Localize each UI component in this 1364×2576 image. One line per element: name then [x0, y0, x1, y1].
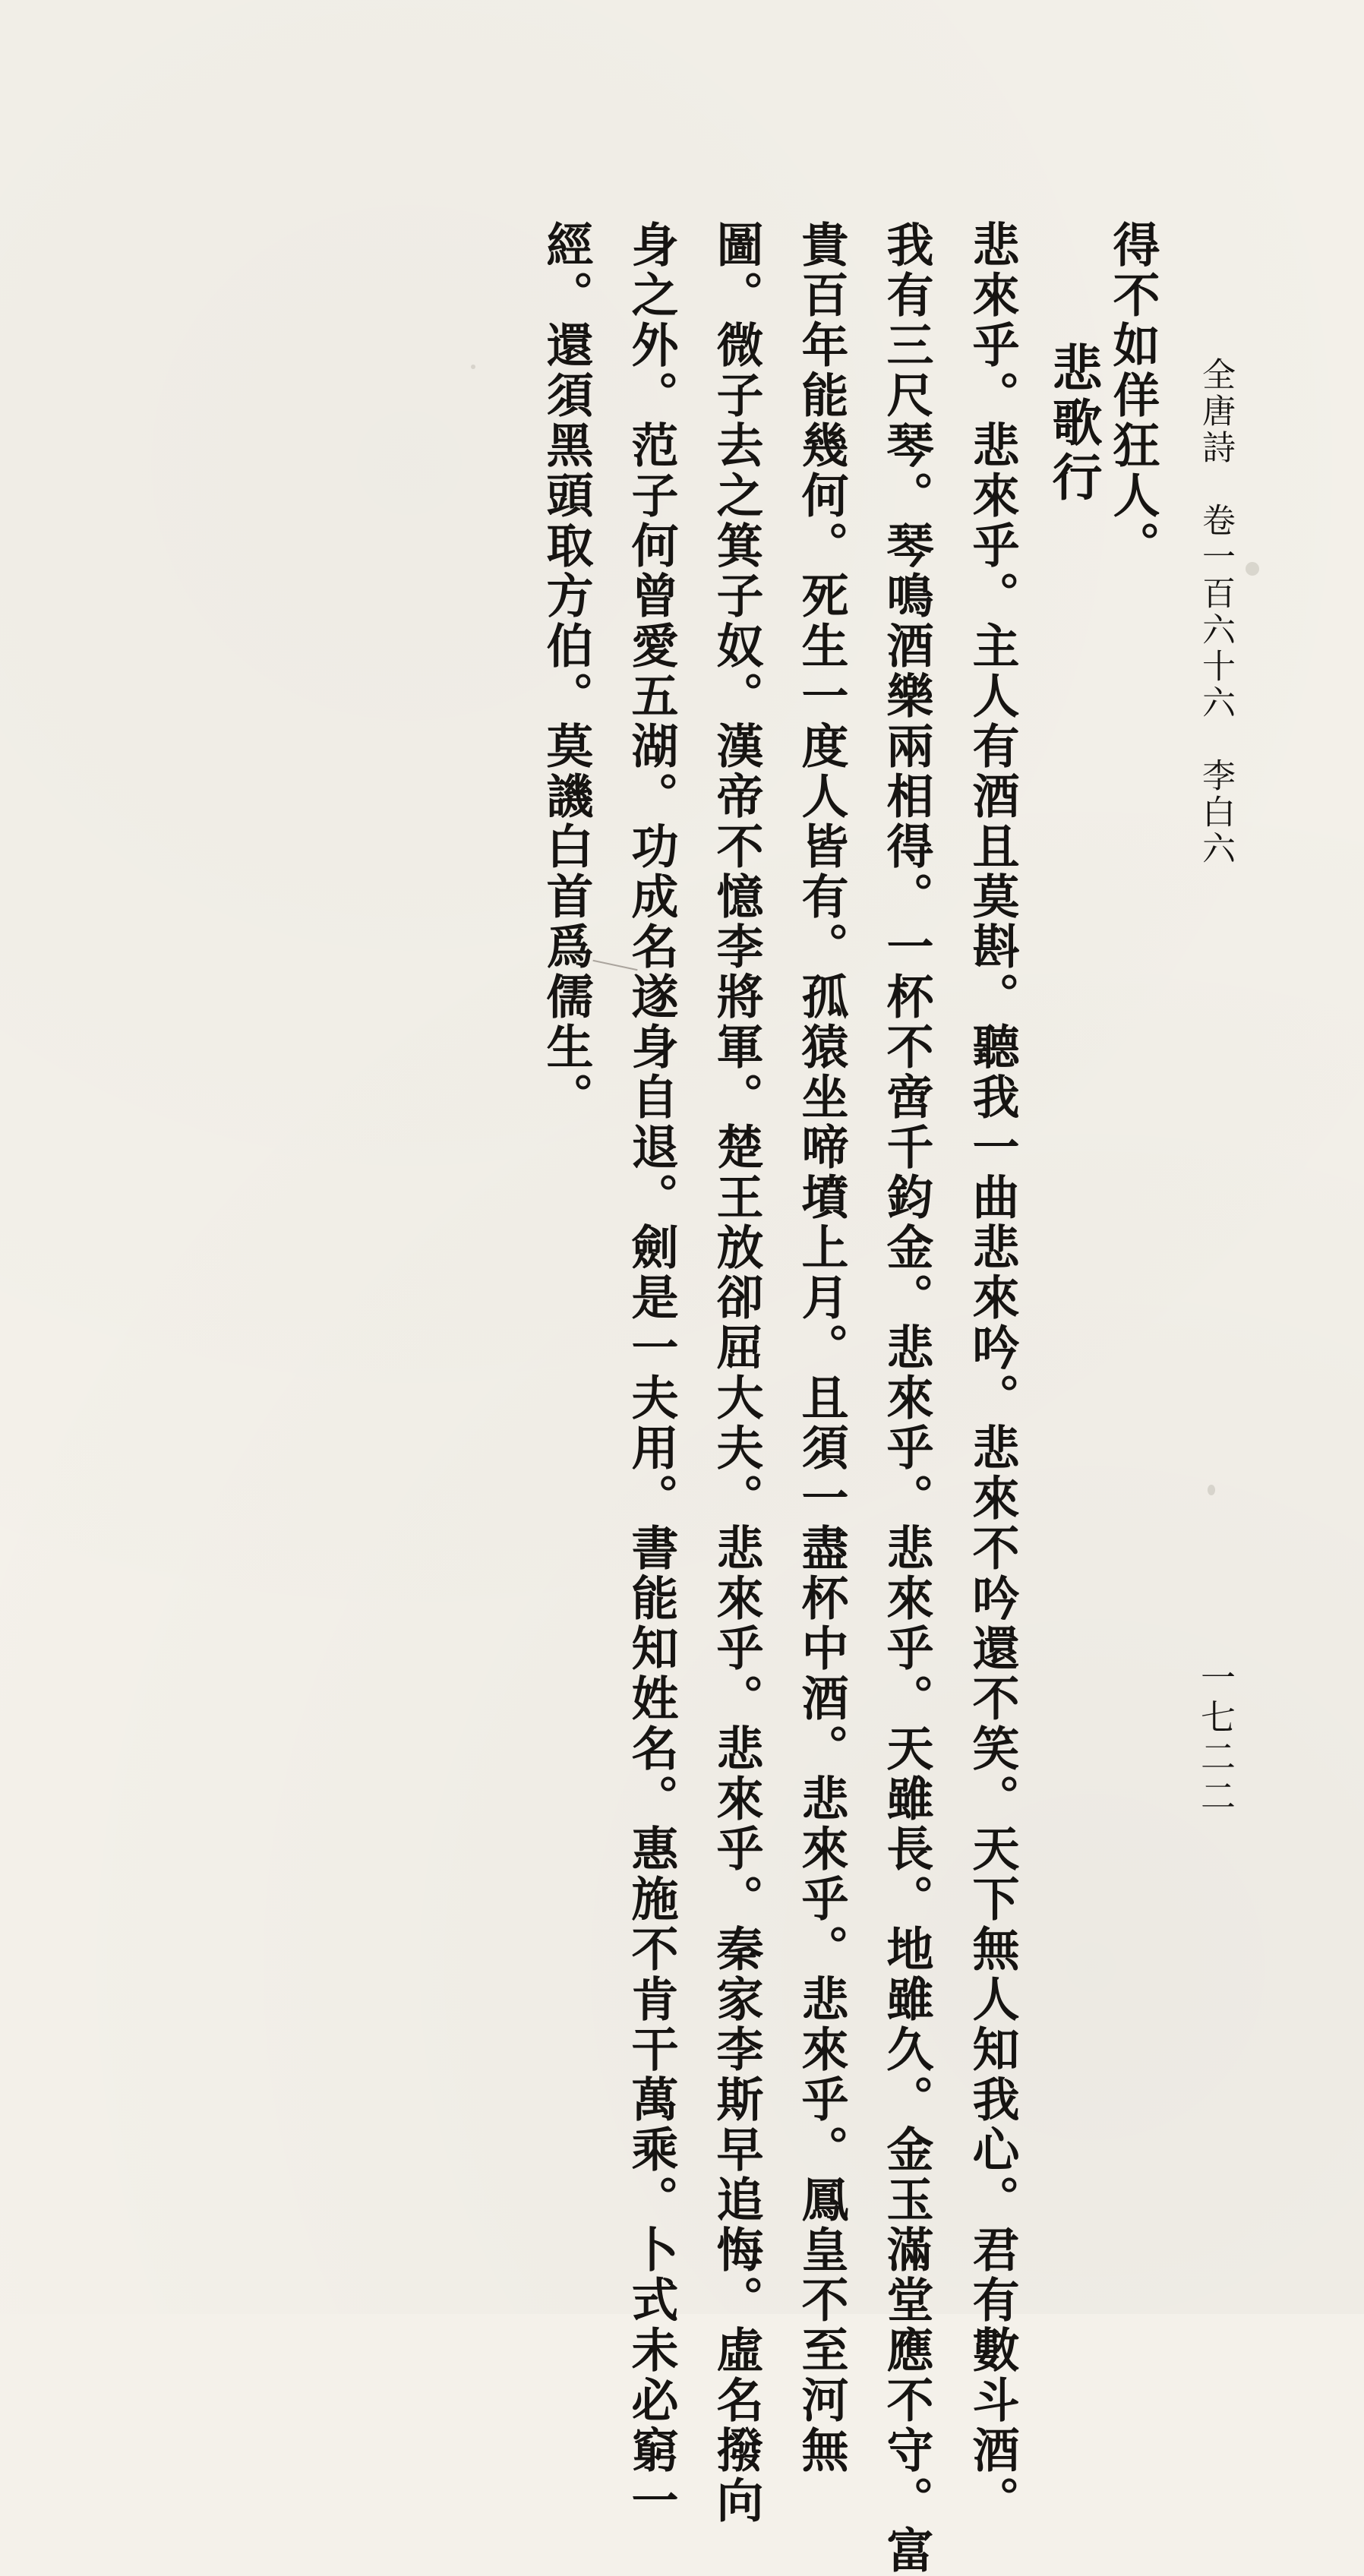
poem-line: 貴百年能幾何。死生一度人皆有。孤猿坐啼墳上月。且須一盡杯中酒。悲來乎。悲來乎。鳳皇不至河無 — [794, 220, 849, 2476]
ink-spot — [471, 365, 475, 369]
poem-line: 悲來乎。悲來乎。主人有酒且莫斟。聽我一曲悲來吟。悲來不吟還不笑。天下無人知我心。君有數斗酒。 — [965, 220, 1020, 2526]
poem-line: 經。還須黑頭取方伯。莫譏白首爲儒生。 — [538, 220, 594, 1122]
ink-spot — [1208, 1485, 1215, 1495]
poem-line: 身之外。范子何曾愛五湖。功成名遂身自退。劍是一夫用。書能知姓名。惠施不肯干萬乘。卜式未必窮一 — [624, 220, 679, 2526]
page-number: 一七二二 — [1195, 1659, 1236, 1817]
poem-title: 悲歌行 — [1044, 342, 1103, 506]
previous-poem-last-line: 得不如佯狂人。 — [1105, 220, 1160, 571]
poem-line: 圖。微子去之箕子奴。漢帝不憶李將軍。楚王放卻屈大夫。悲來乎。悲來乎。秦家李斯早追悔。虛名撥向 — [709, 220, 764, 2526]
poem-line: 我有三尺琴。琴鳴酒樂兩相得。一杯不啻千鈞金。悲來乎。悲來乎。天雖長。地雖久。金玉滿堂應不守。富 — [879, 220, 934, 2576]
running-head: 全唐詩 卷一百六十六 李白六 — [1196, 357, 1235, 867]
ink-spot — [1246, 562, 1259, 576]
